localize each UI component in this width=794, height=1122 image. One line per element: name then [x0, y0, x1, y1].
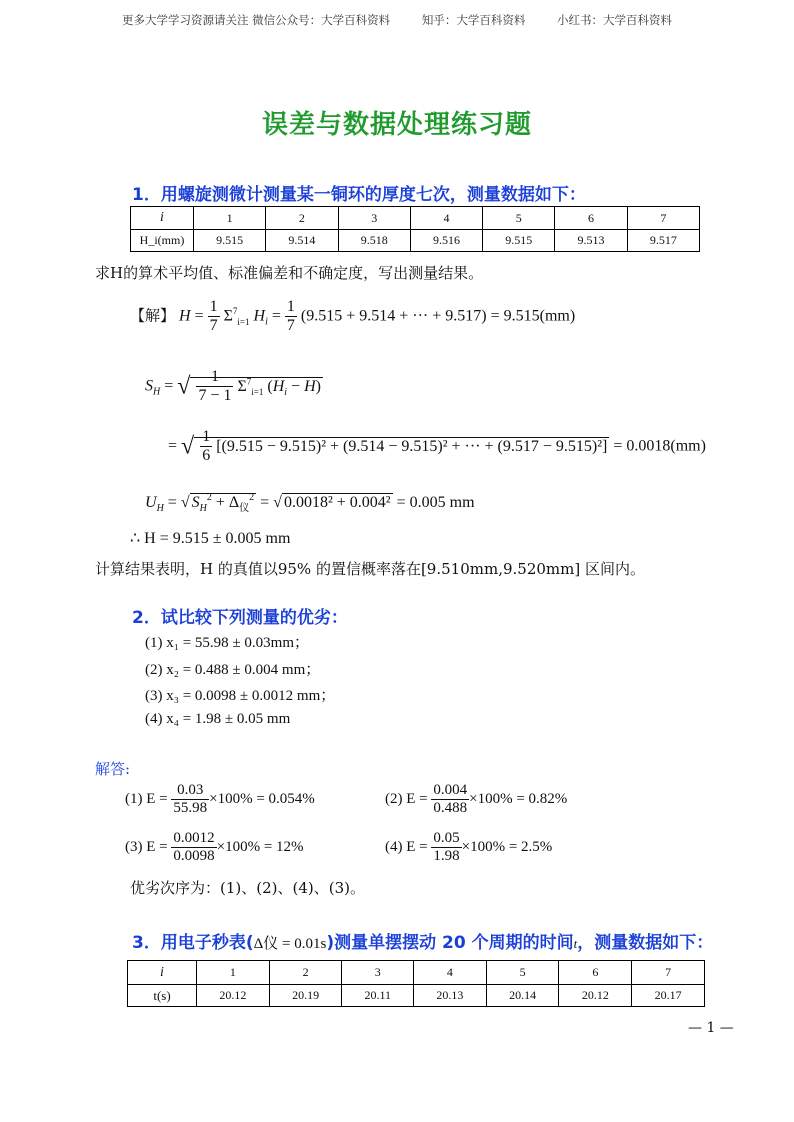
- answer-numerator: 0.05: [431, 830, 461, 848]
- q2-item: (3) x₃ = 0.0098 ± 0.0012 mm；: [145, 688, 336, 704]
- q3-value-cell: 20.11: [342, 985, 414, 1007]
- answer-label: (4) E =: [385, 839, 428, 856]
- answer-tail: ×100% = 2.5%: [461, 839, 553, 856]
- q1-mean-formula: 【解】 H = $\frac{1}{7}$ $\Sigma^7_{i=1}$ $H_i$ = $\frac{1}{7}$ (9.515 + 9.514 + ··· + 9.517) = 9.515(mm): [130, 298, 576, 335]
- answer-denominator: 55.98: [173, 800, 208, 817]
- header-wechat: 更多大学学习资源请关注 微信公众号：大学百科资料: [122, 13, 391, 27]
- answer-tail: ×100% = 0.054%: [209, 791, 315, 808]
- q3-heading-part: 3．用电子秒表(: [132, 933, 254, 953]
- q2-item: (4) x₄ = 1.98 ± 0.05 mm: [145, 711, 291, 727]
- header-zhihu: 知乎：大学百科资料: [421, 13, 526, 27]
- answer-numerator: 0.03: [171, 782, 209, 800]
- q3-value-cell: 20.17: [632, 985, 705, 1007]
- q3-value-cell: 20.12: [559, 985, 632, 1007]
- q1-index-cell: 6: [555, 207, 627, 230]
- q1-value-cell: 9.513: [555, 230, 627, 252]
- q1-index-cell: 3: [338, 207, 410, 230]
- q3-value-cell: 20.13: [414, 985, 487, 1007]
- q1-table: [130, 206, 700, 252]
- q1-uncertainty-result: = 0.005 mm: [396, 494, 475, 511]
- q1-question: 求H的算术平均值、标准偏差和不确定度，写出测量结果。: [95, 264, 484, 282]
- q1-sd-formula: $S_H$ = √ $\frac{1}{7 - 1}$ $\Sigma^7_{i=1}$ $(H_i - \overline{H})$: [145, 368, 321, 405]
- answer-numerator: 0.004: [431, 782, 469, 800]
- q2-item: (1) x₁ = 55.98 ± 0.03mm；: [145, 635, 309, 651]
- q3-heading: [132, 928, 713, 953]
- q1-value-cell: 9.516: [410, 230, 482, 252]
- q2-ranking: 优劣次序为：(1)、(2)、(4)、(3)。: [130, 879, 365, 897]
- q1-index-label: i: [131, 207, 194, 230]
- q1-value-cell: 9.515: [483, 230, 555, 252]
- q1-value-cell: 9.515: [194, 230, 266, 252]
- q3-instrument-error: Δ仪 = 0.01s: [253, 936, 327, 952]
- q3-index-row: [128, 961, 705, 985]
- q3-index-cell: 3: [342, 961, 414, 985]
- q3-value-cell: 20.19: [269, 985, 342, 1007]
- q1-result-line: ∴ H = 9.515 ± 0.005 mm: [130, 530, 291, 547]
- q1-value-cell: 9.518: [338, 230, 410, 252]
- answer-numerator: 0.0012: [171, 830, 216, 848]
- q2-heading: 2．试比较下列测量的优劣：: [132, 608, 348, 628]
- q2-answer-3: [125, 830, 304, 866]
- q3-index-cell: 7: [632, 961, 705, 985]
- q3-index-cell: 4: [414, 961, 487, 985]
- q1-value-row: [131, 230, 700, 252]
- q1-value-label: H_i(mm): [131, 230, 194, 252]
- q1-sd-result: = 0.0018(mm): [613, 437, 706, 455]
- q1-index-cell: 1: [194, 207, 266, 230]
- q1-value-cell: 9.514: [266, 230, 338, 252]
- answer-tail: ×100% = 12%: [216, 839, 304, 856]
- q3-index-cell: 5: [486, 961, 559, 985]
- q1-index-row: [131, 207, 700, 230]
- q2-answer-2: [385, 782, 567, 818]
- page-header: [0, 12, 794, 28]
- q1-value-cell: 9.517: [627, 230, 699, 252]
- page-title: 误差与数据处理练习题: [261, 110, 532, 140]
- q3-table: [127, 960, 705, 1007]
- q3-index-label: i: [128, 961, 197, 985]
- answer-denominator: 0.488: [433, 800, 468, 817]
- answer-tail: ×100% = 0.82%: [469, 791, 568, 808]
- q3-heading-part: )测量单摆摆动 20 个周期的时间: [326, 933, 574, 953]
- q3-variable-t: t: [573, 936, 578, 951]
- q2-answer-label: 解答:: [95, 760, 131, 778]
- q2-answer-1: [125, 782, 315, 818]
- q1-uncertainty-expr: 0.0018² + 0.004²: [283, 494, 391, 511]
- q2-answer-4: [385, 830, 552, 866]
- q3-index-cell: 6: [559, 961, 632, 985]
- q3-value-row: [128, 985, 705, 1007]
- answer-denominator: 1.98: [433, 848, 460, 865]
- q3-heading-part: ，测量数据如下：: [577, 933, 714, 953]
- q1-sd-tail: (9.515 − 9.515)² + (9.514 − 9.515)² + ··· + (9.517 − 9.515)²: [221, 437, 603, 455]
- q1-index-cell: 5: [483, 207, 555, 230]
- q1-mean-tail: (9.515 + 9.514 + ··· + 9.517) = 9.515(mm): [300, 307, 576, 325]
- q3-index-cell: 1: [197, 961, 270, 985]
- q2-item: (2) x₂ = 0.488 ± 0.004 mm；: [145, 662, 321, 678]
- answer-label: (1) E =: [125, 791, 168, 808]
- answer-label: (3) E =: [125, 839, 168, 856]
- q1-index-cell: 7: [627, 207, 699, 230]
- q1-index-cell: 4: [410, 207, 482, 230]
- q3-value-label: t(s): [128, 985, 197, 1007]
- q1-solution-label: 【解】: [130, 306, 176, 325]
- q1-heading: 1．用螺旋测微计测量某一铜环的厚度七次，测量数据如下：: [132, 185, 586, 205]
- q3-value-cell: 20.14: [486, 985, 559, 1007]
- q1-conclusion: 计算结果表明，H 的真值以95% 的置信概率落在[9.510mm,9.520mm] 区间内。: [95, 560, 645, 578]
- q1-index-cell: 2: [266, 207, 338, 230]
- page-number: — 1 —: [688, 1020, 734, 1036]
- header-xiaohongshu: 小红书：大学百科资料: [556, 13, 672, 27]
- q3-index-cell: 2: [269, 961, 342, 985]
- q3-value-cell: 20.12: [197, 985, 270, 1007]
- answer-denominator: 0.0098: [173, 848, 215, 865]
- q1-uncertainty-formula: $U_H$ = √ $S_H^2 + \Delta_仪^2$ = √ 0.0018² + 0.004² = 0.005 mm: [145, 492, 475, 514]
- answer-label: (2) E =: [385, 791, 428, 808]
- q1-sd-expansion: = √ $\frac{1}{6}$ [(9.515 − 9.515)² + (9.514 − 9.515)² + ··· + (9.517 − 9.515)²] = 0.0018(mm): [168, 428, 706, 465]
